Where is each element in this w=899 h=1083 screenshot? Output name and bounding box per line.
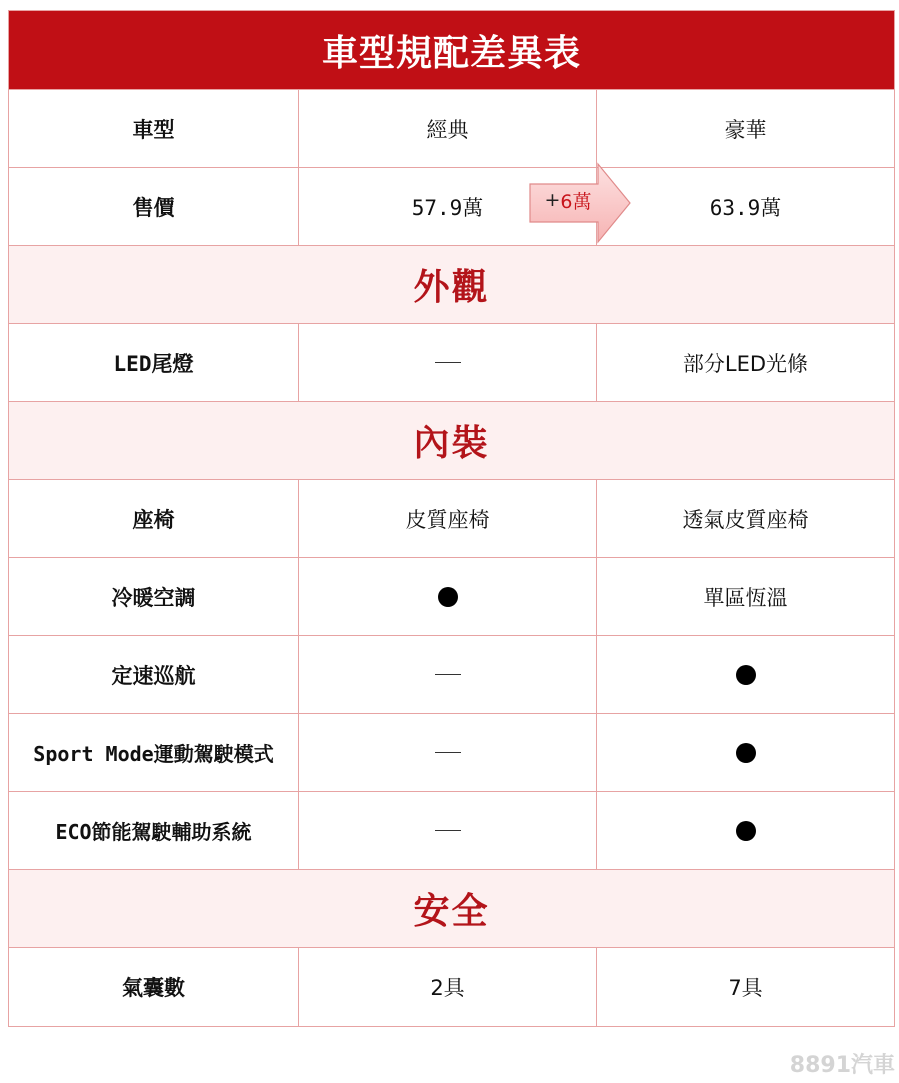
price-diff-label xyxy=(533,183,603,217)
section-interior: 內裝 xyxy=(9,402,894,480)
cruise-luxury xyxy=(597,636,894,713)
dash-icon xyxy=(435,674,461,675)
section-exterior: 外觀 xyxy=(9,246,894,324)
spec-comparison-table xyxy=(8,10,895,1027)
table-row-ac xyxy=(9,558,894,636)
model-classic: 經典 xyxy=(299,90,597,167)
dash-icon xyxy=(435,830,461,831)
price-luxury: 63.9萬 xyxy=(709,195,782,220)
row-label: 座椅 xyxy=(9,480,299,557)
dash-icon xyxy=(435,362,461,363)
watermark-logo: 8891汽車 xyxy=(789,1053,895,1078)
price-diff-sign: + xyxy=(544,189,561,211)
table-row-sport xyxy=(9,714,894,792)
row-label: LED尾燈 xyxy=(9,324,299,401)
sport-luxury xyxy=(597,714,894,791)
row-label: 氣囊數 xyxy=(9,948,299,1026)
table-row-eco xyxy=(9,792,894,870)
price-diff-value: 6萬 xyxy=(560,190,592,213)
ac-luxury: 單區恆溫 xyxy=(703,585,788,610)
included-dot-icon xyxy=(736,665,756,685)
ac-classic xyxy=(299,558,597,635)
airbag-classic: 2具 xyxy=(299,948,597,1026)
row-label: 定速巡航 xyxy=(9,636,299,713)
cruise-classic xyxy=(299,636,597,713)
row-label: Sport Mode運動駕駛模式 xyxy=(9,714,299,791)
section-safety: 安全 xyxy=(9,870,894,948)
table-row-seat xyxy=(9,480,894,558)
table-row-led xyxy=(9,324,894,402)
table-row-airbag xyxy=(9,948,894,1026)
table-row-price xyxy=(9,168,894,246)
seat-luxury: 透氣皮質座椅 xyxy=(682,507,809,532)
row-label: ECO節能駕駛輔助系統 xyxy=(9,792,299,869)
included-dot-icon xyxy=(736,821,756,841)
row-label: 車型 xyxy=(9,90,299,167)
model-luxury: 豪華 xyxy=(724,117,767,142)
eco-luxury xyxy=(597,792,894,869)
airbag-luxury: 7具 xyxy=(728,976,763,1000)
row-label: 售價 xyxy=(9,168,299,245)
included-dot-icon xyxy=(438,587,458,607)
dash-icon xyxy=(435,752,461,753)
price-classic: 57.9萬 xyxy=(299,168,597,245)
led-classic xyxy=(299,324,597,401)
led-luxury: 部分LED光條 xyxy=(682,351,809,376)
table-title: 車型規配差異表 xyxy=(9,11,894,90)
eco-classic xyxy=(299,792,597,869)
row-label: 冷暖空調 xyxy=(9,558,299,635)
sport-classic xyxy=(299,714,597,791)
seat-classic: 皮質座椅 xyxy=(299,480,597,557)
table-row-model xyxy=(9,90,894,168)
included-dot-icon xyxy=(736,743,756,763)
table-row-cruise xyxy=(9,636,894,714)
